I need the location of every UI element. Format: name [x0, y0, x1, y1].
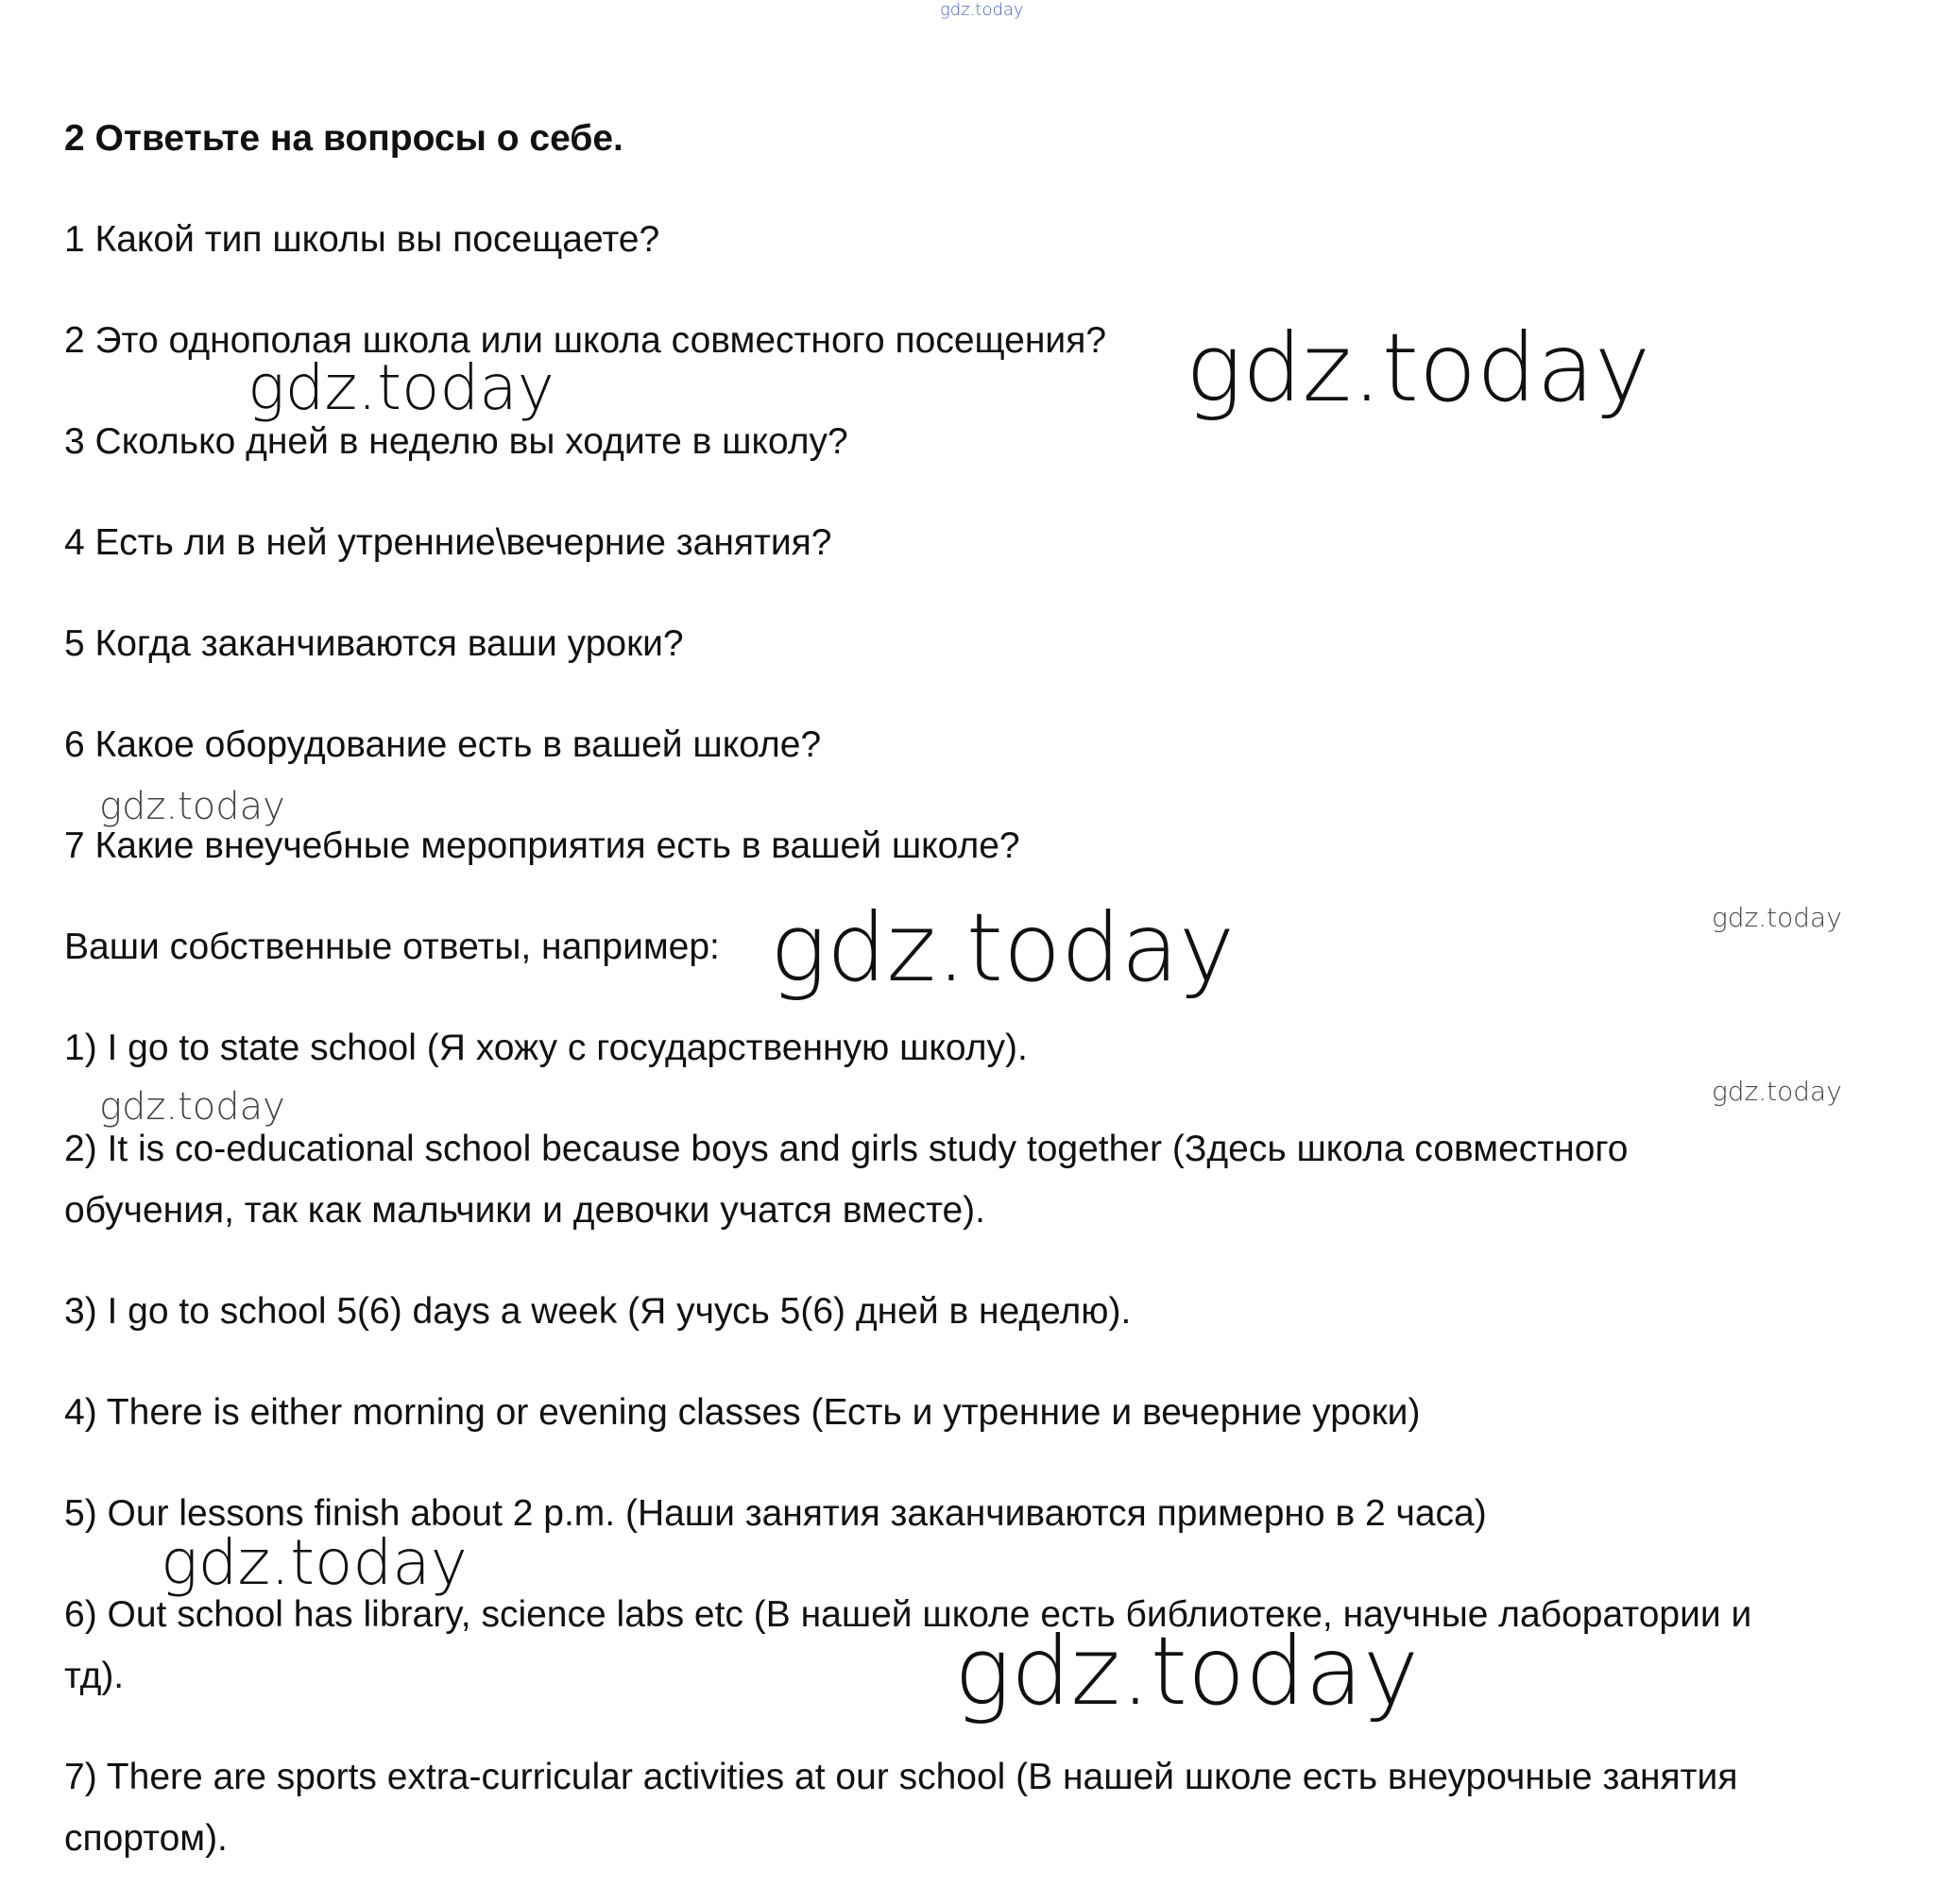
exercise-heading: 2 Ответьте на вопросы о себе.	[64, 118, 623, 159]
question-4: 4 Есть ли в ней утренние\вечерние занятия?	[64, 522, 832, 563]
watermark-medium-1: gdz.today	[248, 351, 555, 424]
answer-2: 2) It is co-educational school because boys and girls study together (Здесь школа совместного	[64, 1129, 1629, 1169]
watermark-medium-2: gdz.today	[161, 1526, 468, 1599]
answer-3: 3) I go to school 5(6) days a week (Я учусь 5(6) дней в неделю).	[64, 1291, 1132, 1332]
watermark-tiny-2: gdz.today	[1712, 1076, 1842, 1107]
answers-intro: Ваши собственные ответы, например:	[64, 926, 720, 967]
question-5: 5 Когда заканчиваются ваши уроки?	[64, 623, 684, 664]
watermark-large-3: gdz.today	[954, 1616, 1420, 1726]
answer-7-cont: спортом).	[64, 1818, 228, 1859]
answer-6: 6) Out school has library, science labs etc (В нашей школе есть библиотеке, научные лаборатории и	[64, 1594, 1752, 1635]
answer-6-cont: тд).	[64, 1656, 125, 1696]
question-2: 2 Это однополая школа или школа совместного посещения?	[64, 320, 1107, 361]
watermark-tiny-1: gdz.today	[1712, 902, 1842, 933]
watermark-small-2: gdz.today	[99, 1085, 285, 1129]
answer-7: 7) There are sports extra-curricular activities at our school (В нашей школе есть внеурочные занятия	[64, 1757, 1738, 1797]
watermark-small-1: gdz.today	[99, 785, 285, 828]
watermark-top: gdz.today	[940, 0, 1024, 20]
question-7: 7 Какие внеучебные мероприятия есть в вашей школе?	[64, 825, 1020, 866]
answer-1: 1) I go to state school (Я хожу с государственную школу).	[64, 1028, 1028, 1068]
question-3: 3 Сколько дней в неделю вы ходите в школу?	[64, 421, 848, 462]
answer-2-cont: обучения, так как мальчики и девочки учатся вместе).	[64, 1190, 985, 1231]
question-1: 1 Какой тип школы вы посещаете?	[64, 219, 660, 260]
watermark-large-1: gdz.today	[1186, 313, 1651, 423]
question-6: 6 Какое оборудование есть в вашей школе?	[64, 724, 822, 765]
watermark-large-2: gdz.today	[770, 892, 1236, 1003]
answer-5: 5) Our lessons finish about 2 p.m. (Наши занятия заканчиваются примерно в 2 часа)	[64, 1493, 1487, 1534]
answer-4: 4) There is either morning or evening classes (Есть и утренние и вечерние уроки)	[64, 1392, 1421, 1433]
